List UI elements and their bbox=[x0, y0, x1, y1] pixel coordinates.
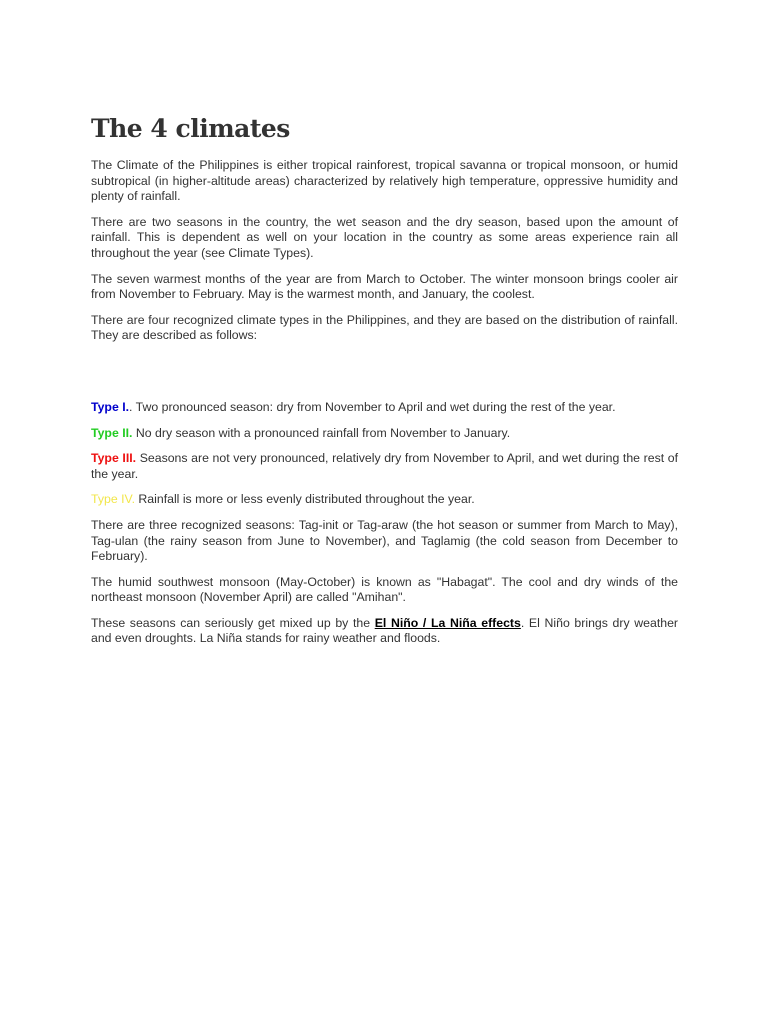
climate-type-2-text: No dry season with a pronounced rainfall from November to January. bbox=[132, 425, 511, 440]
climate-type-1-label: Type I. bbox=[91, 399, 130, 414]
climate-type-4-text: Rainfall is more or less evenly distributed throughout the year. bbox=[134, 492, 475, 507]
paragraph-el-nino bbox=[91, 616, 678, 647]
climate-type-1-text: . Two pronounced season: dry from November to April and wet during the rest of the year. bbox=[129, 399, 616, 414]
climate-type-2 bbox=[91, 426, 678, 442]
el-nino-text-after: . El Niño brings dry weather and even droughts. La Niña stands for rainy weather and floods. bbox=[91, 615, 679, 646]
el-nino-text-before: These seasons can seriously get mixed up by the bbox=[91, 615, 375, 630]
climate-type-3-text: Seasons are not very pronounced, relatively dry from November to April, and wet during the rest of the year. bbox=[91, 451, 678, 481]
climate-type-4-label: Type IV. bbox=[91, 492, 135, 507]
el-nino-la-nina-link[interactable]: El Niño / La Niña effects bbox=[374, 615, 521, 630]
climate-type-3 bbox=[91, 451, 678, 482]
climate-type-4 bbox=[91, 492, 678, 508]
page-title: The 4 climates bbox=[91, 114, 290, 143]
document-page bbox=[91, 112, 678, 657]
blank-space bbox=[91, 354, 678, 400]
climate-type-3-label: Type III. bbox=[91, 451, 137, 466]
paragraph-monsoon: The humid southwest monsoon (May-October) is known as "Habagat". The cool and dry winds of the northeast monsoon (November April) are called "Amihan". bbox=[91, 574, 678, 605]
paragraph-warmest: The seven warmest months of the year are from March to October. The winter monsoon brings cooler air from November to February. May is the warmest month, and January, the coolest. bbox=[91, 271, 678, 302]
paragraph-seasons: There are two seasons in the country, the wet season and the dry season, based upon the amount of rainfall. This is dependent as well on your location in the country as some areas experience rain all throughout the year (see Climate Types). bbox=[91, 214, 678, 260]
paragraph-three-seasons: There are three recognized seasons: Tag-init or Tag-araw (the hot season or summer from March to May), Tag-ulan (the rainy season from June to November), and Taglamig (the cold season from December to February). bbox=[91, 517, 678, 564]
climate-type-1 bbox=[91, 400, 678, 416]
climate-type-2-label: Type II. bbox=[91, 425, 133, 440]
paragraph-types-intro: There are four recognized climate types in the Philippines, and they are based on the distribution of rainfall. They are described as follows: bbox=[91, 312, 678, 343]
paragraph-intro: The Climate of the Philippines is either tropical rainforest, tropical savanna or tropical monsoon, or humid subtropical (in higher-altitude areas) characterized by relatively high temperature, oppressive humidity and plenty of rainfall. bbox=[91, 158, 678, 204]
